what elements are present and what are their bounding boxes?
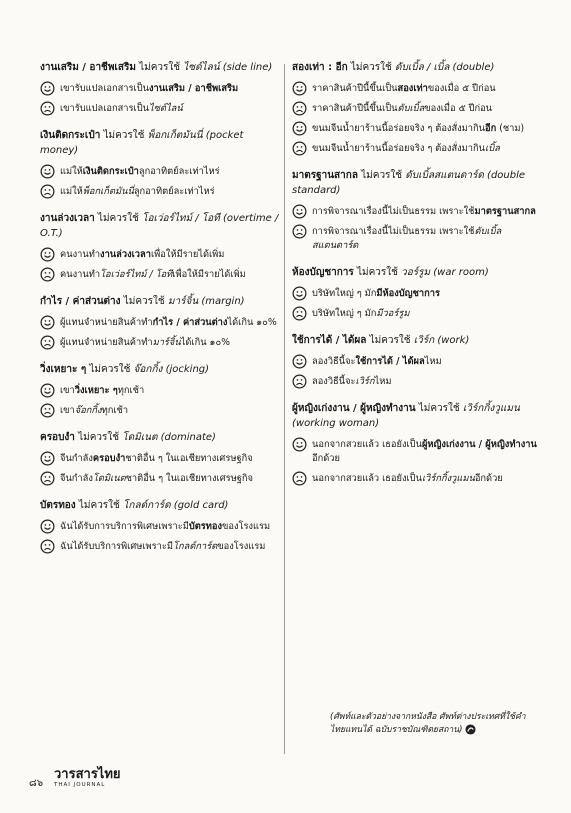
loanword-in-example: เวิร์กกิ้งวูแมน: [421, 473, 475, 484]
smile-face-icon: [40, 451, 55, 466]
entry-heading: [292, 401, 542, 431]
example-text: เขา: [60, 405, 75, 416]
correct-example: [40, 165, 280, 179]
left-column: [40, 60, 280, 566]
loanword-term: โอเว่อร์ไทม์ / โอที (overtime / O.T.): [40, 213, 279, 239]
correct-example: [40, 384, 280, 398]
example-text: ชาติอื่น ๆ ในเอเชียทางเศรษฐกิจ: [125, 473, 253, 484]
smile-face-icon: [292, 204, 307, 219]
example-text: บริษัทใหญ่ ๆ มัก: [312, 288, 377, 299]
wrong-example: [292, 225, 542, 253]
example-text: แม่ให้: [60, 186, 83, 197]
frown-face-icon: [292, 374, 307, 389]
example-text: ขนมจีนน้ำยาร้านนี้อร่อยจริง ๆ ต้องสั่งมากิน: [312, 143, 486, 154]
correct-example: [40, 316, 280, 330]
preferred-term: สองเท่า : อีก: [292, 62, 348, 73]
smile-face-icon: [292, 286, 307, 301]
correct-example: [292, 438, 542, 466]
example-text: ทุกเช้า: [117, 385, 145, 396]
frown-face-icon: [40, 267, 55, 282]
smile-face-icon: [40, 164, 55, 179]
loanword-term: มาร์จิ้น (margin): [167, 296, 245, 307]
entry: [40, 211, 280, 282]
wrong-example: [292, 375, 542, 389]
frown-face-icon: [292, 306, 307, 321]
wrong-example: [40, 102, 280, 116]
example-text: ชาติอื่น ๆ ในเอเชียทางเศรษฐกิจ: [125, 453, 253, 464]
smile-face-icon: [292, 81, 307, 96]
smile-face-icon: [40, 81, 55, 96]
example-text: ลูกอาทิตย์ละเท่าไหร่: [133, 186, 215, 197]
example-highlight: เงินติดกระเป๋า: [82, 166, 139, 177]
example-text: เขารับแปลเอกสารเป็น: [60, 103, 149, 114]
entry: [292, 401, 542, 486]
example-text: ได้เกิน ๑๐%: [180, 337, 230, 348]
logo-title: วารสารไทย: [54, 767, 121, 782]
loanword-term: โกลด์การ์ด (gold card): [123, 500, 229, 511]
wrong-example: [40, 404, 280, 418]
connector-text: ไม่ควรใช้: [135, 62, 184, 73]
journal-logo: [54, 768, 121, 788]
example-text: แม่ให้: [60, 166, 83, 177]
connector-text: ไม่ควรใช้: [86, 364, 134, 375]
smile-face-icon: [40, 315, 55, 330]
wrong-example: [40, 185, 280, 199]
example-text: ลูกอาทิตย์ละเท่าไหร่: [138, 166, 220, 177]
frown-face-icon: [40, 539, 55, 554]
frown-face-icon: [40, 184, 55, 199]
preferred-term: งานล่วงเวลา: [40, 213, 95, 224]
loanword-in-example: เวิร์ก: [355, 376, 375, 387]
example-text: เพื่อให้มีรายได้เพิ่ม: [150, 249, 225, 260]
loanword-in-example: ดับเบิ้ลสแตนดาร์ด: [312, 226, 502, 251]
connector-text: ไม่ควรใช้: [74, 432, 123, 443]
example-text: คนงานทำ: [60, 249, 101, 260]
correct-example: [292, 82, 542, 96]
correct-example: [40, 452, 280, 466]
example-highlight: งานเสริม / อาชีพเสริม: [148, 83, 239, 94]
frown-face-icon: [40, 335, 55, 350]
example-text: บริษัทใหญ่ ๆ มัก: [312, 308, 377, 319]
preferred-term: วิ่งเหยาะ ๆ: [40, 364, 87, 375]
connector-text: ไม่ควรใช้: [100, 130, 148, 141]
entry: [40, 60, 280, 116]
frown-face-icon: [40, 471, 55, 486]
loanword-term: วอร์รูม (war room): [401, 267, 489, 278]
entry-heading: [292, 265, 542, 280]
smile-face-icon: [40, 383, 55, 398]
example-text: ผู้แทนจำหน่ายสินค้าทำ: [60, 337, 153, 348]
example-highlight: ครอบงำ: [92, 453, 126, 464]
wrong-example: [292, 307, 542, 321]
wrong-example: [292, 472, 542, 486]
correct-example: [292, 205, 542, 219]
connector-text: ไม่ควรใช้: [75, 500, 124, 511]
entry-heading: [40, 128, 280, 158]
loanword-in-example: โดมิเนต: [92, 473, 126, 484]
correct-example: [40, 520, 280, 534]
connector-text: ไม่ควรใช้: [120, 296, 168, 307]
entry-heading: [40, 430, 280, 445]
frown-face-icon: [40, 101, 55, 116]
preferred-term: เงินติดกระเป๋า: [40, 130, 101, 141]
connector-text: ไม่ควรใช้: [366, 335, 414, 346]
preferred-term: ห้องบัญชาการ: [292, 267, 354, 278]
example-highlight: ผู้หญิงเก่งงาน / ผู้หญิงทำงาน: [421, 439, 537, 450]
loanword-term: โดมิเนต (dominate): [122, 432, 216, 443]
example-text: ไหม: [424, 356, 442, 367]
example-highlight: ใช้การได้ / ได้ผล: [355, 356, 425, 367]
example-highlight: กำไร / ค่าส่วนต่าง: [152, 317, 228, 328]
correct-example: [292, 287, 542, 301]
wrong-example: [40, 540, 280, 554]
example-text: ทุกเช้า: [101, 405, 129, 416]
smile-face-icon: [40, 519, 55, 534]
smile-face-icon: [40, 247, 55, 262]
example-text: ขนมจีนน้ำยาร้านนี้อร่อยจริง ๆ ต้องสั่งมากิน: [312, 123, 486, 134]
right-column: [292, 60, 542, 498]
example-highlight: อีก: [485, 123, 497, 134]
example-text: นอกจากสวยแล้ว เธอยังเป็น: [312, 439, 422, 450]
preferred-term: มาตรฐานสากล: [292, 170, 358, 181]
frown-face-icon: [40, 403, 55, 418]
entry: [292, 168, 542, 253]
example-highlight: สองเท่า: [397, 83, 428, 94]
entry-heading: [40, 362, 280, 377]
example-text: อีกด้วย: [474, 473, 503, 484]
entry-heading: [292, 60, 542, 75]
correct-example: [292, 122, 542, 136]
loanword-term: เวิร์กกิ้งวูแมน (working woman): [292, 403, 520, 429]
wrong-example: [40, 472, 280, 486]
correct-example: [40, 82, 280, 96]
loanword-in-example: โกลด์การ์ด: [173, 541, 218, 552]
example-text: การพิจารณาเรื่องนี้ไม่เป็นธรรม เพราะใช้: [312, 226, 475, 237]
frown-face-icon: [292, 141, 307, 156]
frown-face-icon: [292, 471, 307, 486]
frown-face-icon: [292, 101, 307, 116]
smile-face-icon: [292, 354, 307, 369]
example-text: เขารับแปลเอกสารเป็น: [60, 83, 149, 94]
preferred-term: ครอบงำ: [40, 432, 75, 443]
example-text: ของเมื่อ ๕ ปีก่อน: [424, 103, 493, 114]
entry: [292, 60, 542, 156]
entry: [40, 128, 280, 199]
entry: [292, 333, 542, 389]
preferred-term: กำไร / ค่าส่วนต่าง: [40, 296, 121, 307]
example-highlight: บัตรทอง: [188, 521, 223, 532]
example-text: คนงานทำ: [60, 269, 101, 280]
entry: [40, 294, 280, 350]
entry-heading: [292, 333, 542, 348]
example-text: (ชาม): [496, 123, 525, 134]
example-text: ฉันได้รับบริการพิเศษเพราะมี: [60, 541, 174, 552]
example-highlight: วิ่งเหยาะ ๆ: [74, 385, 118, 396]
example-text: เพื่อให้มีรายได้เพิ่ม: [172, 269, 246, 280]
preferred-term: งานเสริม / อาชีพเสริม: [40, 62, 136, 73]
entry-heading: [40, 294, 280, 309]
example-text: การพิจารณาเรื่องนี้ไม่เป็นธรรม เพราะใช้: [312, 206, 475, 217]
entry-heading: [40, 498, 280, 513]
connector-text: ไม่ควรใช้: [357, 170, 406, 181]
correct-example: [40, 248, 280, 262]
loanword-term: พ็อกเก็ตมันนี่ (pocket money): [40, 130, 244, 156]
loanword-in-example: เบิ้ล: [485, 143, 500, 154]
connector-text: ไม่ควรใช้: [353, 267, 402, 278]
entry-heading: [40, 60, 280, 75]
smile-face-icon: [292, 437, 307, 452]
connector-text: ไม่ควรใช้: [94, 213, 143, 224]
logo-subtitle: THAI JOURNAL: [54, 782, 106, 788]
source-note: [330, 711, 535, 737]
example-text: ของโรงแรม: [217, 541, 266, 552]
example-text: ไหม: [374, 376, 392, 387]
entry-heading: [40, 211, 280, 241]
entry: [40, 362, 280, 418]
preferred-term: ใช้การได้ / ได้ผล: [292, 335, 367, 346]
entry-heading: [292, 168, 542, 198]
example-text: จีนกำลัง: [60, 453, 93, 464]
page-number: ๘๖: [29, 778, 44, 789]
entry: [40, 430, 280, 486]
example-text: ของเมื่อ ๕ ปีก่อน: [427, 83, 496, 94]
loanword-in-example: พ็อกเก็ตมันนี่: [82, 186, 134, 197]
smile-face-icon: [292, 121, 307, 136]
wrong-example: [292, 142, 542, 156]
source-note-text: (ศัพท์และตัวอย่างจากหนังสือ ศัพท์ต่างประเทศที่ใช้คำไทยแทนได้ ฉบับราชบัณฑิตยสถาน): [330, 712, 526, 735]
loanword-term: ดับเบิ้ล / เบิ้ล (double): [394, 62, 495, 73]
correct-example: [292, 355, 542, 369]
loanword-in-example: ดับเบิ้ล: [397, 103, 425, 114]
preferred-term: บัตรทอง: [40, 500, 76, 511]
loanword-term: เวิร์ก (work): [413, 335, 470, 346]
loanword-in-example: จ๊อกกิ้ง: [74, 405, 102, 416]
loanword-in-example: มีวอร์รูม: [376, 308, 410, 319]
entry: [292, 265, 542, 321]
column-divider: [284, 64, 285, 754]
example-text: อีกด้วย: [312, 453, 340, 464]
example-text: ราคาสินค้าปีนี้ขึ้นเป็น: [312, 103, 398, 114]
end-mark-icon: [465, 724, 476, 735]
example-text: ลองวิธีนี้จะ: [312, 376, 356, 387]
loanword-term: ดับเบิ้ลสแตนดาร์ด (double standard): [292, 170, 526, 196]
connector-text: ไม่ควรใช้: [415, 403, 463, 414]
connector-text: ไม่ควรใช้: [347, 62, 395, 73]
loanword-in-example: ไซด์ไลน์: [148, 103, 183, 114]
example-text: ของโรงแรม: [222, 521, 271, 532]
entry: [40, 498, 280, 554]
example-text: ราคาสินค้าปีนี้ขึ้นเป็น: [312, 83, 398, 94]
loanword-term: ไซด์ไลน์ (side line): [183, 62, 273, 73]
example-text: นอกจากสวยแล้ว เธอยังเป็น: [312, 473, 422, 484]
example-text: จีนกำลัง: [60, 473, 93, 484]
wrong-example: [40, 268, 280, 282]
loanword-in-example: มาร์จิ้น: [152, 337, 181, 348]
loanword-in-example: โอเว่อร์ไทม์ / โอที: [100, 269, 173, 280]
example-text: เขา: [60, 385, 75, 396]
example-highlight: มีห้องบัญชาการ: [376, 288, 440, 299]
example-text: ได้เกิน ๑๐%: [227, 317, 277, 328]
frown-face-icon: [292, 224, 307, 239]
example-highlight: มาตรฐานสากล: [474, 206, 536, 217]
example-text: ผู้แทนจำหน่ายสินค้าทำ: [60, 317, 153, 328]
wrong-example: [292, 102, 542, 116]
loanword-term: จ๊อกกิ้ง (jocking): [133, 364, 210, 375]
example-text: ลองวิธีนี้จะ: [312, 356, 356, 367]
example-text: ฉันได้รับการบริการพิเศษเพราะมี: [60, 521, 189, 532]
example-highlight: งานล่วงเวลา: [100, 249, 151, 260]
preferred-term: ผู้หญิงเก่งงาน / ผู้หญิงทำงาน: [292, 403, 416, 414]
wrong-example: [40, 336, 280, 350]
